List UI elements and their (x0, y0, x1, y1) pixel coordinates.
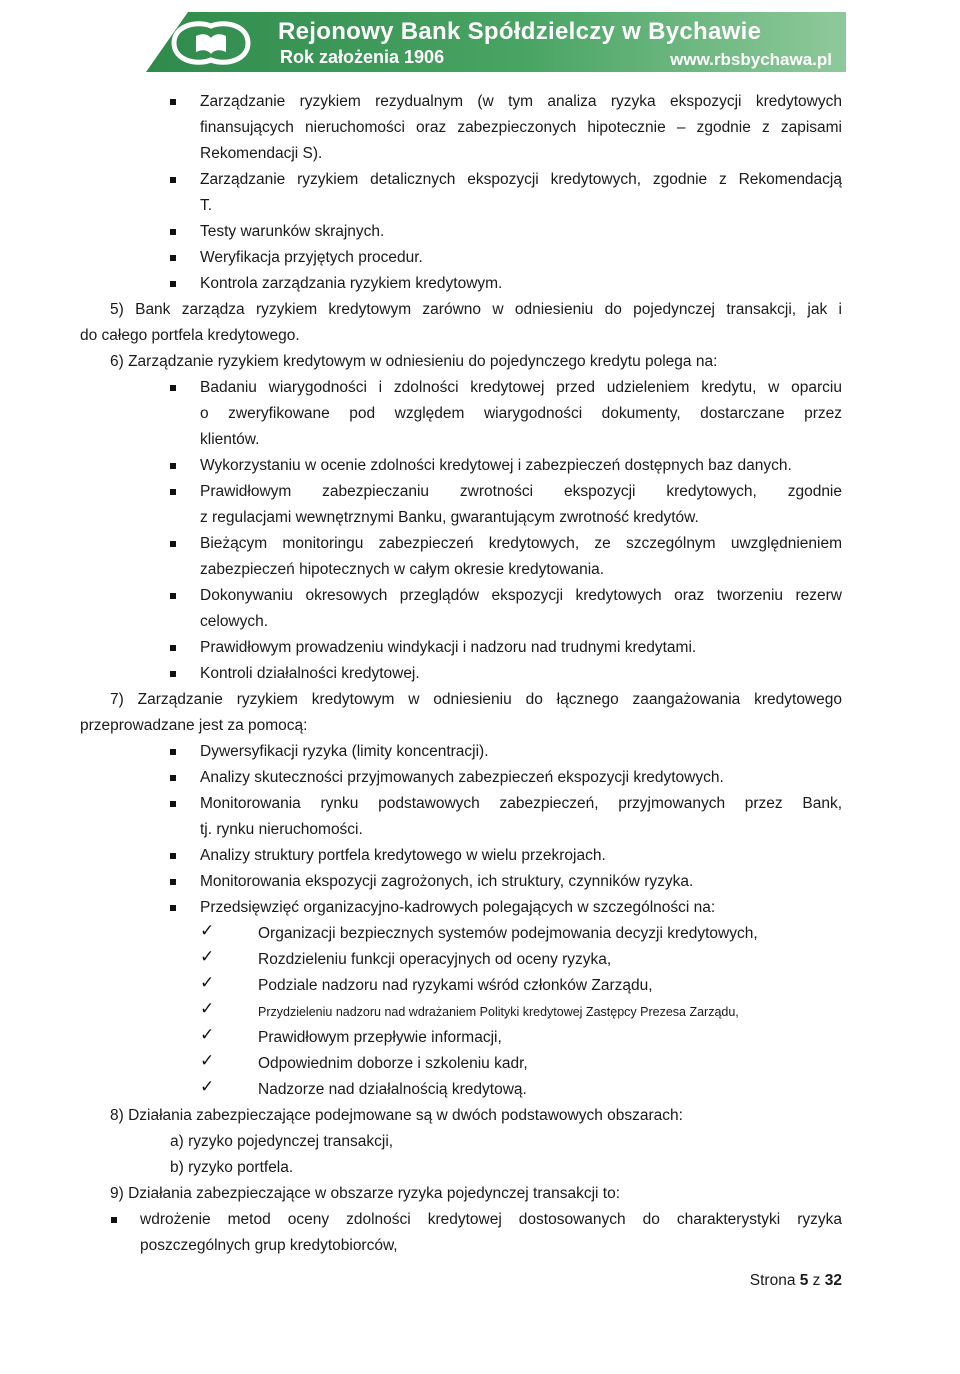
checklist-item: Przydzieleniu nadzoru nad wdrażaniem Polityki kredytowej Zastępcy Prezesa Zarządu, (258, 1005, 739, 1019)
bullet-item-line: T. (200, 197, 213, 214)
bullet-item-line: celowych. (200, 613, 269, 630)
checklist-item: Rozdzieleniu funkcji operacyjnych od oceny ryzyka, (258, 951, 612, 968)
square-bullet-icon (170, 255, 176, 261)
bank-name: Rejonowy Bank Spółdzielczy w Bychawie (278, 18, 762, 45)
bullet-item-line: o zweryfikowane pod względem wiarygodności dokumenty, dostarczane przez (200, 405, 842, 422)
square-bullet-icon (170, 775, 176, 781)
checkmark-bullet-icon: ✓ (200, 1025, 215, 1045)
bullet-item-line: Zarządzanie ryzykiem detalicznych ekspozycji kredytowych, zgodnie z Rekomendacją (200, 171, 842, 188)
paragraph-8-item: a) ryzyko pojedynczej transakcji, (170, 1133, 394, 1150)
page-number (750, 1268, 842, 1294)
square-bullet-icon (170, 541, 176, 547)
square-bullet-icon (111, 1217, 117, 1223)
square-bullet-icon (170, 99, 176, 105)
paragraph-9: 9) Działania zabezpieczające w obszarze ryzyka pojedynczej transakcji to: (110, 1185, 621, 1202)
square-bullet-icon (170, 593, 176, 599)
bullet-item-line: tj. rynku nieruchomości. (200, 821, 363, 838)
paragraph-7: 7) Zarządzanie ryzykiem kredytowym w odniesieniu do łącznego zaangażowania kredytowego (110, 691, 842, 708)
bullet-item-line: z regulacjami wewnętrznymi Banku, gwarantującym zwrotność kredytów. (200, 509, 699, 526)
checkmark-bullet-icon: ✓ (200, 1077, 215, 1097)
paragraph-5: 5) Bank zarządza ryzykiem kredytowym zarówno w odniesieniu do pojedynczej transakcji, jak i (110, 301, 842, 318)
bullet-item-line: zabezpieczeń hipotecznych w całym okresie kredytowania. (200, 561, 605, 578)
paragraph-7-cont: przeprowadzane jest za pomocą: (80, 717, 308, 734)
website-link[interactable]: www.rbsbychawa.pl (670, 50, 832, 69)
square-bullet-icon (170, 801, 176, 807)
square-bullet-icon (170, 489, 176, 495)
bullet-item-line: Monitorowania rynku podstawowych zabezpieczeń, przyjmowanych przez Bank, (200, 795, 842, 812)
square-bullet-icon (170, 177, 176, 183)
bullet-item-line: Dywersyfikacji ryzyka (limity koncentracji). (200, 743, 489, 760)
checklist-item: Prawidłowym przepływie informacji, (258, 1029, 502, 1046)
current-page: 5 (799, 1272, 809, 1289)
square-bullet-icon (170, 853, 176, 859)
checklist-item: Nadzorze nad działalnością kredytową. (258, 1081, 527, 1098)
bullet-item-line: Monitorowania ekspozycji zagrożonych, ich struktury, czynników ryzyka. (200, 873, 694, 890)
bullet-item-line: Dokonywaniu okresowych przeglądów ekspozycji kredytowych oraz tworzeniu rezerw (200, 587, 842, 604)
checklist-item: Organizacji bezpiecznych systemów podejmowania decyzji kredytowych, (258, 925, 758, 942)
paragraph-8-item: b) ryzyko portfela. (170, 1159, 294, 1176)
bullet-item-line: Przedsięwzięć organizacyjno-kadrowych polegających w szczególności na: (200, 899, 716, 916)
bullet-item-line: Badaniu wiarygodności i zdolności kredytowej przed udzieleniem kredytu, w oparciu (200, 379, 842, 396)
page-separator: z (808, 1272, 825, 1289)
checkmark-bullet-icon: ✓ (200, 973, 215, 993)
founded-year: Rok założenia 1906 (280, 47, 445, 67)
checkmark-bullet-icon: ✓ (200, 1051, 215, 1071)
square-bullet-icon (170, 385, 176, 391)
square-bullet-icon (170, 229, 176, 235)
bullet-item-line: Analizy struktury portfela kredytowego w wielu przekrojach. (200, 847, 606, 864)
bullet-item-line: Kontrola zarządzania ryzykiem kredytowym. (200, 275, 503, 292)
paragraph-5-cont: do całego portfela kredytowego. (80, 327, 300, 344)
bullet-item-line: wdrożenie metod oceny zdolności kredytowej dostosowanych do charakterystyki ryzyka (140, 1211, 842, 1228)
square-bullet-icon (170, 281, 176, 287)
paragraph-8: 8) Działania zabezpieczające podejmowane są w dwóch podstawowych obszarach: (110, 1107, 683, 1124)
total-pages: 32 (824, 1272, 842, 1289)
square-bullet-icon (170, 749, 176, 755)
bullet-item-line: Prawidłowym prowadzeniu windykacji i nadzoru nad trudnymi kredytami. (200, 639, 697, 656)
square-bullet-icon (170, 463, 176, 469)
paragraph-6: 6) Zarządzanie ryzykiem kredytowym w odniesieniu do pojedynczego kredytu polega na: (110, 353, 718, 370)
bullet-item-line: klientów. (200, 431, 260, 448)
bullet-item-line: Weryfikacja przyjętych procedur. (200, 249, 423, 266)
square-bullet-icon (170, 645, 176, 651)
checklist-item: Odpowiednim doborze i szkoleniu kadr, (258, 1055, 528, 1072)
checkmark-bullet-icon: ✓ (200, 921, 215, 941)
bullet-item-line: Testy warunków skrajnych. (200, 223, 385, 240)
bullet-item-line: Prawidłowym zabezpieczaniu zwrotności ekspozycji kredytowych, zgodnie (200, 483, 842, 500)
bullet-item-line: Bieżącym monitoringu zabezpieczeń kredytowych, ze szczególnym uwzględnieniem (200, 535, 842, 552)
bullet-item-line: finansujących nieruchomości oraz zabezpieczonych hipotecznie – zgodnie z zapisami (200, 119, 842, 136)
bullet-item-line: poszczególnych grup kredytobiorców, (140, 1237, 398, 1254)
bullet-item-line: Analizy skuteczności przyjmowanych zabezpieczeń ekspozycji kredytowych. (200, 769, 724, 786)
checkmark-bullet-icon: ✓ (200, 999, 215, 1019)
bullet-item-line: Wykorzystaniu w ocenie zdolności kredytowej i zabezpieczeń dostępnych baz danych. (200, 457, 792, 474)
square-bullet-icon (170, 671, 176, 677)
checkmark-bullet-icon: ✓ (200, 947, 215, 967)
page-prefix: Strona (749, 1272, 800, 1289)
square-bullet-icon (170, 879, 176, 885)
bullet-item-line: Rekomendacji S). (200, 145, 323, 162)
square-bullet-icon (170, 905, 176, 911)
bullet-item-line: Kontroli działalności kredytowej. (200, 665, 420, 682)
checklist-item: Podziale nadzoru nad ryzykami wśród członków Zarządu, (258, 977, 653, 994)
bullet-item-line: Zarządzanie ryzykiem rezydualnym (w tym analiza ryzyka ekspozycji kredytowych (200, 93, 842, 110)
